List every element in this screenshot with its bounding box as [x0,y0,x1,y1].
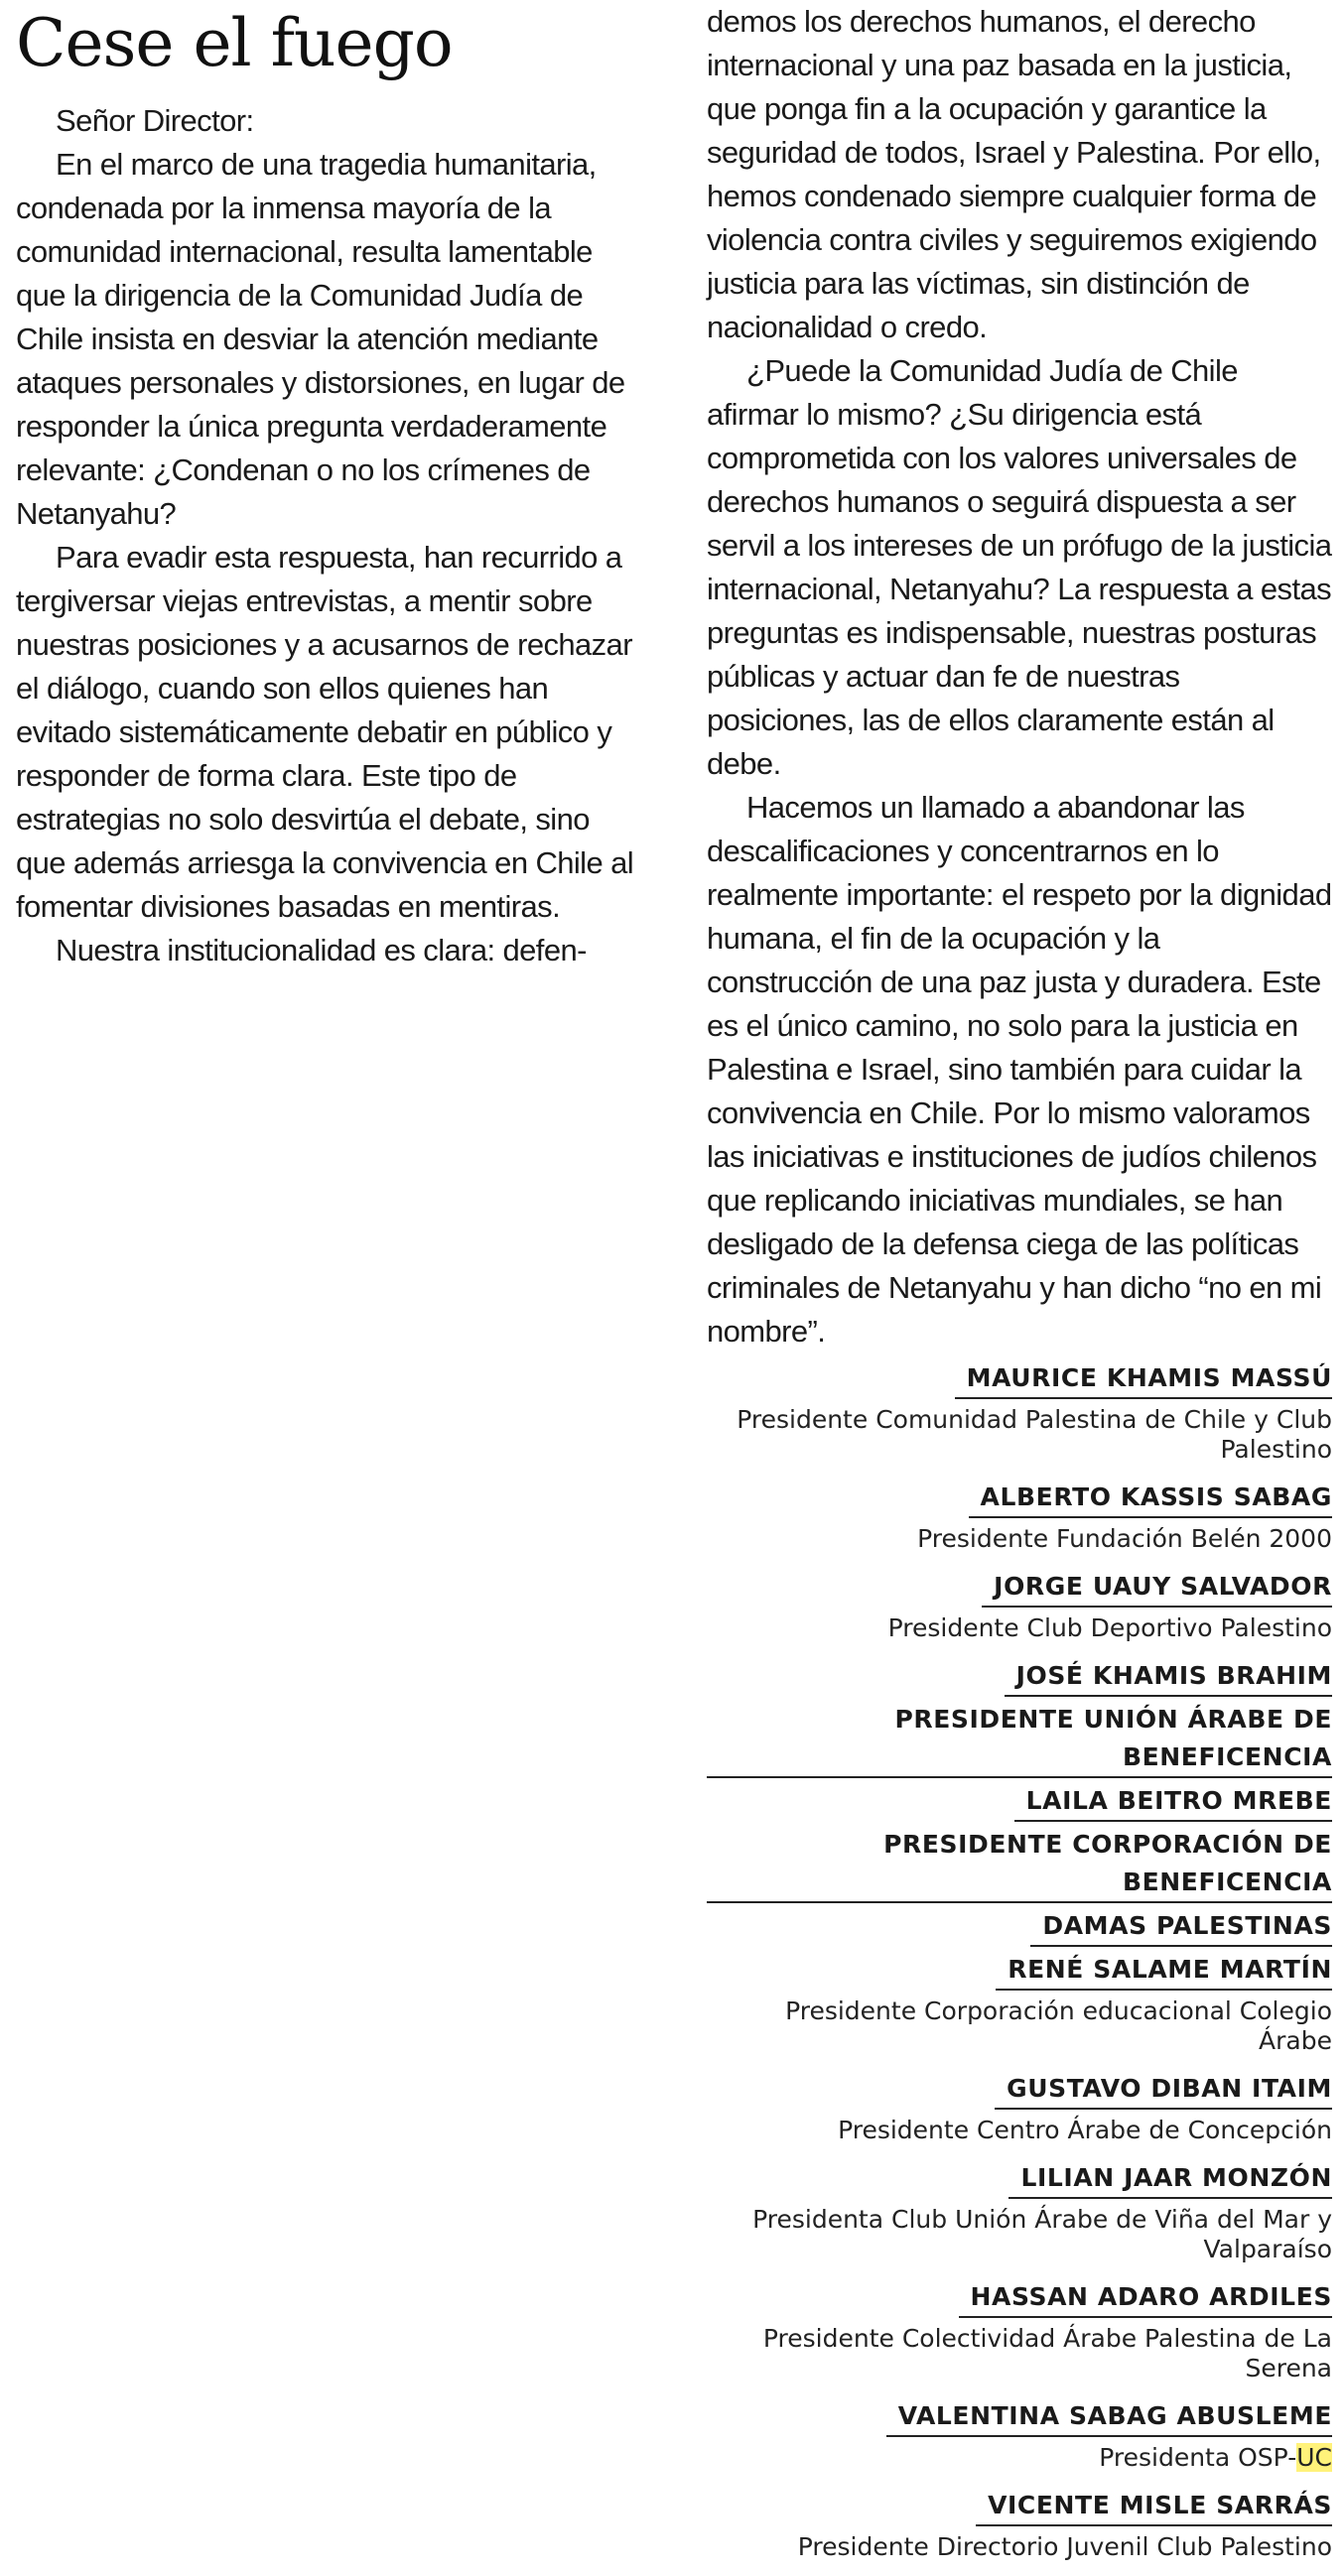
signatory-title: Presidente Club Deportivo Palestino [887,1613,1332,1642]
right-column [707,0,1332,2576]
signatory-name: LAILA BEITRO MREBE [1014,1782,1332,1822]
signatory-name: PRESIDENTE CORPORACIÓN DE BENEFICENCIA [707,1826,1332,1903]
salutation: Señor Director: [56,103,254,138]
paragraph: Para evadir esta respuesta, han recurrido a tergiversar viejas entrevistas, a mentir sobre nuestras posiciones y a acusarnos de rechazar el diálogo, cuando son ellos quienes han evitado sistemáticamente debatir en público y responder de forma clara. Este tipo de estrategias no solo desvirtúa el debate, sino que además arriesga la convivencia en Chile al fomentar divisiones basadas en mentiras. [16,540,634,924]
signatory-title: Presidente Corporación educacional Colegio Árabe [785,1996,1332,2055]
signatory-title: Presidente Centro Árabe de Concepción [838,2116,1332,2144]
signature-block [707,2159,1332,2264]
signature-block [707,1479,1332,1554]
right-body [707,0,1332,1353]
signatory-name: GUSTAVO DIBAN ITAIM [995,2070,1332,2110]
signatory-title: Presidente Fundación Belén 2000 [917,1524,1332,1553]
highlighted-text: UC [1296,2443,1332,2472]
paragraph: ¿Puede la Comunidad Judía de Chile afirmar lo mismo? ¿Su dirigencia está comprometida con los valores universales de derechos humanos o seguirá dispuesta a ser servil a los intereses de un prófugo de la justicia internacional, Netanyahu? La respuesta a estas preguntas es indispensable, nuestras posturas públicas y actuar dan fe de nuestras posiciones, las de ellos claramente están al debe. [707,353,1332,781]
signatory-name: LILIAN JAAR MONZÓN [1008,2159,1332,2199]
signatory-title: Presidenta Club Unión Árabe de Viña del Mar y Valparaíso [752,2205,1332,2263]
signature-list [707,1359,1332,2562]
signatory-title-prefix: Presidenta OSP- [1099,2443,1297,2472]
signatory-name: JOSÉ KHAMIS BRAHIM [1005,1657,1332,1697]
signature-block [707,1826,1332,1903]
signatory-title: Presidente Colectividad Árabe Palestina de La Serena [762,2324,1332,2383]
signature-block [707,1951,1332,2056]
signatory-name: ALBERTO KASSIS SABAG [969,1479,1332,1518]
signatory-name: VICENTE MISLE SARRÁS [976,2487,1332,2526]
signature-block [707,2397,1332,2473]
signatory-name: RENÉ SALAME MARTÍN [996,1951,1332,1991]
left-column [16,0,639,972]
signatory-name: MAURICE KHAMIS MASSÚ [955,1359,1332,1399]
signature-block [707,2278,1332,2383]
signatory-title [707,2443,1332,2473]
signatory-title: Presidente Directorio Juvenil Club Palestino [797,2532,1332,2561]
article-title: Cese el fuego [16,5,453,81]
signature-block [707,1568,1332,1643]
signature-block [707,1907,1332,1947]
signatory-name: PRESIDENTE UNIÓN ÁRABE DE BENEFICENCIA [707,1701,1332,1778]
signatory-name: VALENTINA SABAG ABUSLEME [886,2397,1332,2437]
left-body [16,99,639,972]
paragraph: En el marco de una tragedia humanitaria, condenada por la inmensa mayoría de la comunidad internacional, resulta lamentable que la dirigencia de la Comunidad Judía de Chile insista en desviar la atención mediante ataques personales y distorsiones, en lugar de responder la única pregunta verdaderamente relevante: ¿Condenan o no los crímenes de Netanyahu? [16,147,625,531]
signature-block [707,1782,1332,1822]
signature-block [707,2070,1332,2145]
signatory-name: HASSAN ADARO ARDILES [959,2278,1332,2318]
signature-block [707,1657,1332,1697]
paragraph: demos los derechos humanos, el derecho internacional y una paz basada en la justicia, que ponga fin a la ocupación y garantice la seguridad de todos, Israel y Palestina. Por ello, hemos condenado siempre cualquier forma de violencia contra civiles y seguiremos exigiendo justicia para las víctimas, sin distinción de nacionalidad o credo. [707,4,1321,344]
paragraph: Nuestra institucionalidad es clara: defen- [56,933,587,967]
signature-block [707,1701,1332,1778]
signature-block [707,2487,1332,2562]
signatory-name: JORGE UAUY SALVADOR [982,1568,1332,1608]
signature-block [707,1359,1332,1465]
signatory-name: DAMAS PALESTINAS [1030,1907,1332,1947]
paragraph: Hacemos un llamado a abandonar las descalificaciones y concentrarnos en lo realmente importante: el respeto por la dignidad humana, el fin de la ocupación y la construcción de una paz justa y duradera. Este es el único camino, no solo para la justicia en Palestina e Israel, sino también para cuidar la convivencia en Chile. Por lo mismo valoramos las iniciativas e instituciones de judíos chilenos que replicando iniciativas mundiales, se han desligado de la defensa ciega de las políticas criminales de Netanyahu y han dicho “no en mi nombre”. [707,790,1332,1349]
signatory-title: Presidente Comunidad Palestina de Chile y Club Palestino [737,1405,1332,1464]
